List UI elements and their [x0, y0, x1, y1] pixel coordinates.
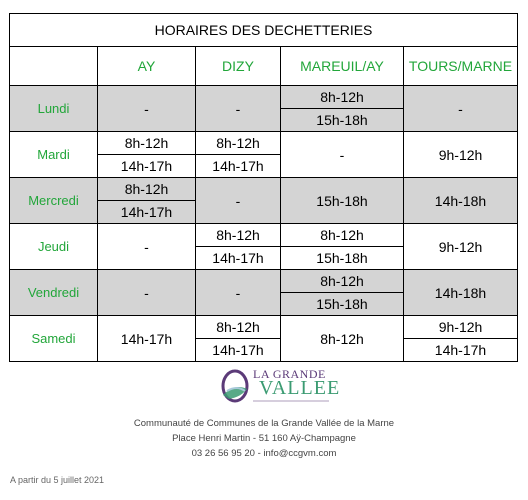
schedule-cell — [196, 224, 281, 270]
time-slot: 8h-12h — [196, 224, 280, 247]
time-slot: 14h-17h — [212, 250, 264, 266]
time-slot-pair — [404, 316, 517, 361]
table-row — [10, 316, 518, 362]
column-header-dizy: DIZY — [196, 47, 281, 86]
column-header-mareuil: MAREUIL/AY — [281, 47, 404, 86]
schedule-cell: 15h-18h — [281, 178, 404, 224]
time-slot: 8h-12h — [98, 132, 195, 155]
table-title: HORAIRES DES DECHETTERIES — [10, 14, 518, 47]
corner-cell — [10, 47, 98, 86]
table-row — [10, 86, 518, 132]
time-slot: 8h-12h — [281, 86, 403, 109]
date-note: A partir du 5 juillet 2021 — [10, 475, 105, 485]
day-label: Mercredi — [10, 178, 98, 224]
time-slot: 9h-12h — [404, 316, 517, 339]
schedule-cell — [404, 316, 518, 362]
time-slot-pair — [281, 224, 403, 269]
table-row — [10, 224, 518, 270]
time-slot: 14h-17h — [212, 158, 264, 174]
schedule-cell: 14h-18h — [404, 270, 518, 316]
schedule-cell — [281, 224, 404, 270]
time-slot-pair — [281, 270, 403, 315]
schedule-cell: 14h-18h — [404, 178, 518, 224]
time-slot: 14h-17h — [120, 158, 173, 174]
time-slot: 8h-12h — [281, 270, 403, 293]
column-header-tours: TOURS/MARNE — [404, 47, 518, 86]
footer-organization: Communauté de Communes de la Grande Vallée de la Marne — [133, 418, 395, 429]
time-slot: 8h-12h — [196, 316, 280, 339]
footer-contact: 03 26 56 95 20 - info@ccgvm.com — [191, 448, 337, 459]
day-label: Vendredi — [10, 270, 98, 316]
schedule-cell: 9h-12h — [404, 224, 518, 270]
time-slot-pair — [196, 316, 280, 361]
time-slot: 8h-12h — [281, 224, 403, 247]
time-slot: 14h-17h — [98, 201, 195, 224]
schedule-table — [9, 13, 518, 362]
day-label: Jeudi — [10, 224, 98, 270]
schedule-cell: - — [281, 132, 404, 178]
table-row — [10, 132, 518, 178]
time-slot-pair — [196, 224, 280, 269]
schedule-cell: 8h-12h — [281, 316, 404, 362]
schedule-cell — [196, 132, 281, 178]
table-row — [10, 270, 518, 316]
schedule-body — [10, 86, 518, 362]
day-label: Lundi — [10, 86, 98, 132]
logo-text-line2: VALLEE — [259, 377, 341, 399]
schedule-cell: - — [98, 270, 196, 316]
time-slot: 15h-18h — [281, 109, 403, 132]
time-slot: 8h-12h — [98, 178, 195, 201]
schedule-cell: - — [196, 86, 281, 132]
day-label: Mardi — [10, 132, 98, 178]
table-row — [10, 178, 518, 224]
time-slot-pair — [98, 132, 195, 177]
logo-text-line1: LA GRANDE — [253, 367, 326, 381]
schedule-cell — [281, 270, 404, 316]
time-slot: 15h-18h — [316, 250, 368, 266]
schedule-cell — [281, 86, 404, 132]
time-slot: 14h-17h — [212, 342, 264, 358]
time-slot-pair — [196, 132, 280, 177]
time-slot: 8h-12h — [196, 132, 280, 155]
time-slot-pair — [98, 178, 195, 223]
time-slot-pair — [281, 86, 403, 131]
schedule-cell: - — [196, 178, 281, 224]
schedule-cell — [196, 316, 281, 362]
day-label: Samedi — [10, 316, 98, 362]
footer-address: Place Henri Martin - 51 160 Aÿ-Champagne — [172, 433, 356, 444]
schedule-cell: - — [98, 86, 196, 132]
time-slot: 14h-17h — [434, 342, 487, 358]
schedule-cell — [98, 178, 196, 224]
schedule-cell: - — [98, 224, 196, 270]
schedule-cell: 14h-17h — [98, 316, 196, 362]
time-slot: 15h-18h — [281, 293, 403, 316]
column-header-ay: AY — [98, 47, 196, 86]
schedule-cell: - — [404, 86, 518, 132]
schedule-cell: 9h-12h — [404, 132, 518, 178]
schedule-cell: - — [196, 270, 281, 316]
schedule-cell — [98, 132, 196, 178]
